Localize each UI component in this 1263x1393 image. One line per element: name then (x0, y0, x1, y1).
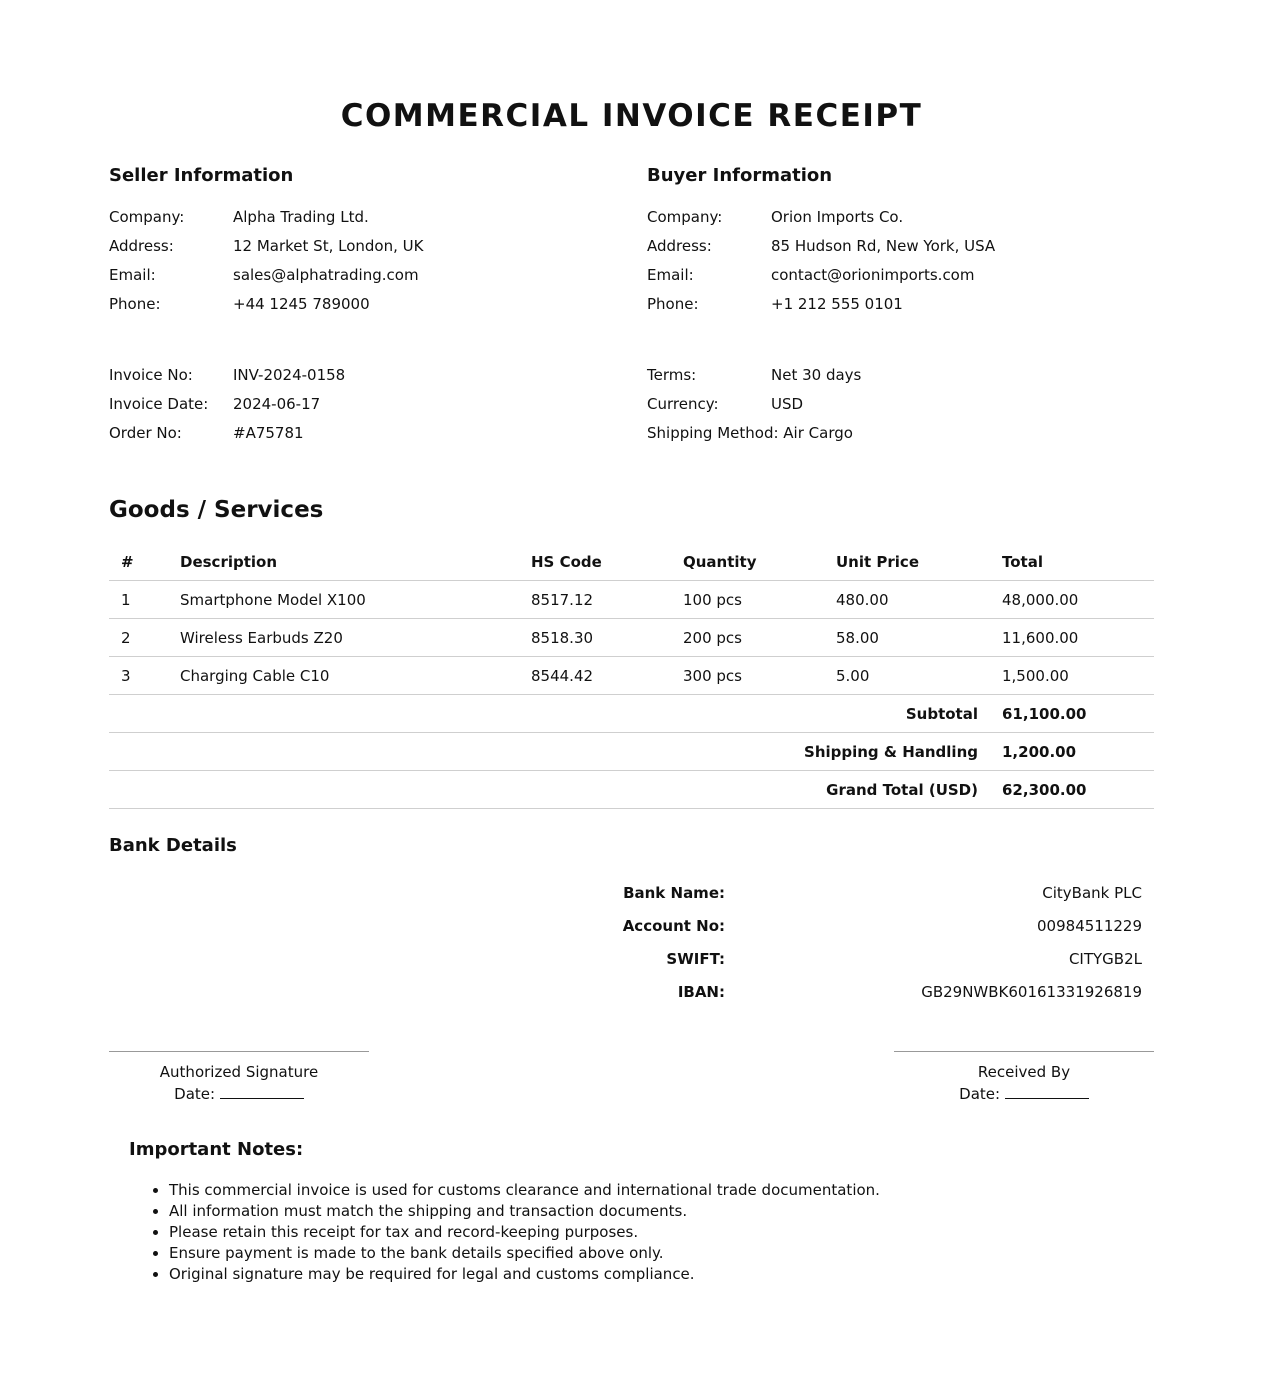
row-unit-price: 480.00 (836, 581, 1002, 619)
date-label: Date: (959, 1085, 1001, 1103)
seller-phone-value: +44 1245 789000 (233, 295, 370, 313)
bank-field-label: Bank Name: (623, 884, 725, 902)
seller-address-row (109, 232, 423, 261)
grand-total-row (109, 771, 1154, 809)
document-title: COMMERCIAL INVOICE RECEIPT (340, 98, 923, 134)
authorized-signature-label: Authorized Signature (159, 1063, 319, 1081)
terms-value: Net 30 days (771, 366, 862, 384)
row-total: 1,500.00 (1002, 657, 1154, 695)
buyer-email-value: contact@orionimports.com (771, 266, 975, 284)
field-label: Phone: (647, 295, 699, 313)
column-header-quantity: Quantity (683, 543, 836, 581)
received-by-block (894, 1051, 1154, 1105)
authorized-signature-date (109, 1083, 369, 1105)
bank-field-label: SWIFT: (666, 950, 725, 968)
note-item: • This commercial invoice is used for customs clearance and international trade documentation. (169, 1180, 880, 1201)
row-quantity: 300 pcs (683, 657, 836, 695)
order-number-value: #A75781 (233, 424, 304, 442)
column-header-description: Description (180, 543, 531, 581)
row-hs-code: 8544.42 (531, 657, 683, 695)
seller-email-value: sales@alphatrading.com (233, 266, 419, 284)
swift-value: CITYGB2L (1068, 950, 1142, 968)
shipping-method-row (647, 419, 861, 448)
row-number: 3 (109, 657, 180, 695)
date-blank-line (220, 1083, 304, 1099)
row-unit-price: 5.00 (836, 657, 1002, 695)
currency-value: USD (771, 395, 804, 413)
subtotal-label: Subtotal (109, 695, 1002, 733)
received-by-label: Received By (977, 1063, 1071, 1081)
notes-heading: Important Notes: (129, 1139, 304, 1160)
buyer-email-row (647, 261, 995, 290)
column-header-number: # (109, 543, 180, 581)
row-total: 48,000.00 (1002, 581, 1154, 619)
grand-total-label: Grand Total (USD) (109, 771, 1002, 809)
invoice-meta-left (109, 361, 345, 448)
seller-phone-row (109, 290, 423, 319)
authorized-signature-block (109, 1051, 369, 1105)
row-description: Charging Cable C10 (180, 657, 531, 695)
invoice-number-row (109, 361, 345, 390)
note-item: • Please retain this receipt for tax and record-keeping purposes. (169, 1222, 880, 1243)
goods-heading: Goods / Services (109, 497, 324, 523)
iban-value: GB29NWBK60161331926819 (921, 983, 1142, 1001)
field-label: Company: (647, 208, 723, 226)
field-label: Order No: (109, 424, 182, 442)
seller-heading: Seller Information (109, 165, 294, 186)
shipping-row (109, 733, 1154, 771)
iban-row (520, 976, 1142, 1009)
seller-company-row (109, 203, 423, 232)
table-header-row (109, 543, 1154, 581)
seller-info (109, 203, 423, 319)
date-label: Date: (174, 1085, 216, 1103)
row-total: 11,600.00 (1002, 619, 1154, 657)
row-quantity: 200 pcs (683, 619, 836, 657)
buyer-company-value: Orion Imports Co. (771, 208, 904, 226)
seller-email-row (109, 261, 423, 290)
column-header-total: Total (1002, 543, 1154, 581)
row-hs-code: 8518.30 (531, 619, 683, 657)
note-item: • Ensure payment is made to the bank details specified above only. (169, 1243, 880, 1264)
date-blank-line (1005, 1083, 1089, 1099)
shipping-value: 1,200.00 (1002, 733, 1154, 771)
field-label: Shipping Method: (647, 424, 779, 442)
shipping-method-value: Air Cargo (783, 424, 853, 442)
bank-field-label: IBAN: (677, 983, 725, 1001)
account-number-row (520, 910, 1142, 943)
row-number: 1 (109, 581, 180, 619)
invoice-date-value: 2024-06-17 (233, 395, 321, 413)
row-hs-code: 8517.12 (531, 581, 683, 619)
field-label: Invoice Date: (109, 395, 209, 413)
invoice-date-row (109, 390, 345, 419)
bank-heading: Bank Details (109, 835, 237, 856)
table-row (109, 581, 1154, 619)
buyer-heading: Buyer Information (647, 165, 833, 186)
bank-details (520, 877, 1142, 1009)
table-row (109, 619, 1154, 657)
row-quantity: 100 pcs (683, 581, 836, 619)
bank-name-row (520, 877, 1142, 910)
received-by-date (894, 1083, 1154, 1105)
invoice-number-value: INV-2024-0158 (233, 366, 346, 384)
row-description: Wireless Earbuds Z20 (180, 619, 531, 657)
buyer-phone-row (647, 290, 995, 319)
column-header-hs-code: HS Code (531, 543, 683, 581)
invoice-meta-right (647, 361, 861, 448)
shipping-label: Shipping & Handling (109, 733, 1002, 771)
buyer-address-row (647, 232, 995, 261)
note-item: • All information must match the shipping and transaction documents. (169, 1201, 880, 1222)
field-label: Address: (109, 237, 174, 255)
field-label: Address: (647, 237, 712, 255)
order-number-row (109, 419, 345, 448)
field-label: Phone: (109, 295, 161, 313)
swift-row (520, 943, 1142, 976)
field-label: Email: (109, 266, 156, 284)
buyer-info (647, 203, 995, 319)
field-label: Company: (109, 208, 185, 226)
subtotal-value: 61,100.00 (1002, 695, 1154, 733)
row-unit-price: 58.00 (836, 619, 1002, 657)
seller-company-value: Alpha Trading Ltd. (233, 208, 369, 226)
goods-table (109, 543, 1154, 809)
buyer-company-row (647, 203, 995, 232)
field-label: Invoice No: (109, 366, 193, 384)
column-header-unit-price: Unit Price (836, 543, 1002, 581)
seller-address-value: 12 Market St, London, UK (233, 237, 424, 255)
subtotal-row (109, 695, 1154, 733)
bank-name-value: CityBank PLC (1042, 884, 1142, 902)
field-label: Terms: (647, 366, 697, 384)
buyer-phone-value: +1 212 555 0101 (771, 295, 903, 313)
buyer-address-value: 85 Hudson Rd, New York, USA (771, 237, 996, 255)
row-number: 2 (109, 619, 180, 657)
currency-row (647, 390, 861, 419)
grand-total-value: 62,300.00 (1002, 771, 1154, 809)
field-label: Email: (647, 266, 694, 284)
row-description: Smartphone Model X100 (180, 581, 531, 619)
bank-field-label: Account No: (622, 917, 725, 935)
note-item: • Original signature may be required for legal and customs compliance. (169, 1264, 880, 1285)
account-number-value: 00984511229 (1037, 917, 1142, 935)
notes-list (129, 1180, 880, 1285)
terms-row (647, 361, 861, 390)
field-label: Currency: (647, 395, 719, 413)
table-row (109, 657, 1154, 695)
